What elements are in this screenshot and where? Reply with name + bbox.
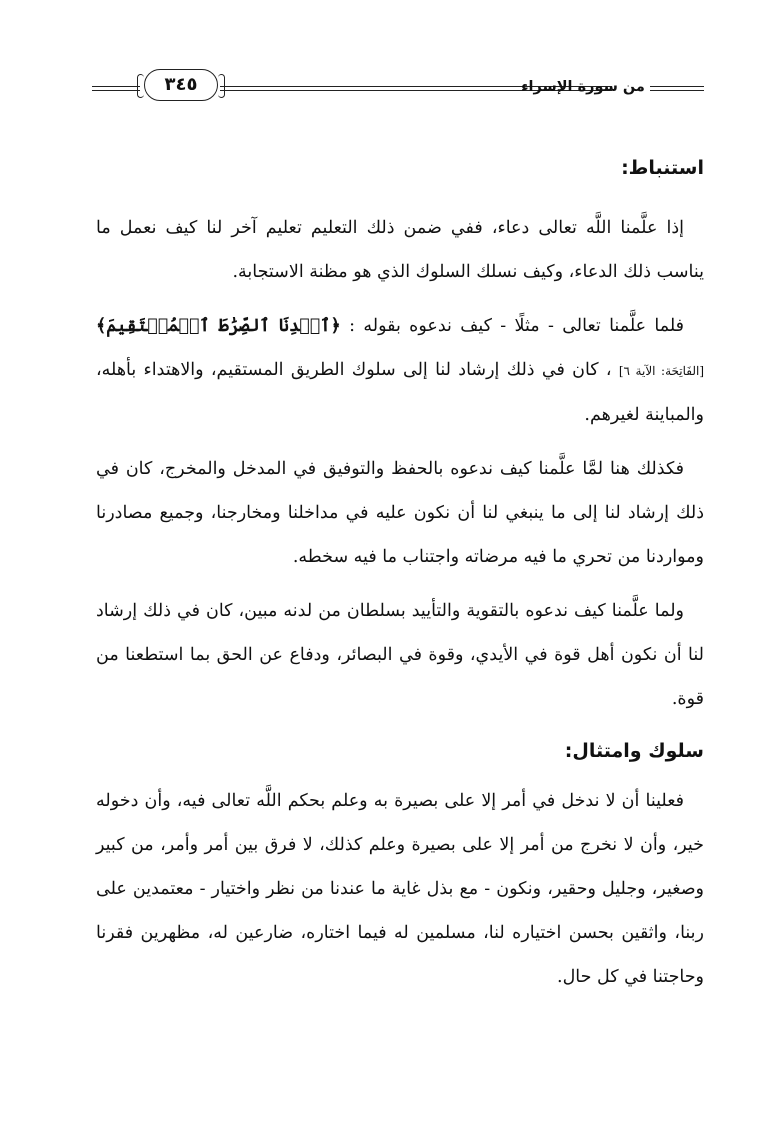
running-title: من سورة الإسراء xyxy=(521,79,645,95)
paragraph-5-text: فعلينا أن لا ندخل في أمر إلا على بصيرة به وعلم بحكم اللَّه تعالى فيه، وأن دخوله خير، وأن لا نخرج من أمر إلا على بصيرة وعلم كذلك، لا فرق بين أمر وأمر، من كبير وصغير، وجليل وحقير، ونكون - مع بذل غاية ما عندنا من نظر واختيار - معتمدين على ربنا، واثقين بحسن اختياره لنا، مسلمين له فيما اختاره، ضارعين له، مظهرين فقرنا وحاجتنا في كل حال. xyxy=(96,791,704,987)
paragraph-2-text-b: ، كان في ذلك إرشاد لنا إلى سلوك الطريق المستقيم، والاهتداء بأهله، والمباينة لغيرهم. xyxy=(96,360,704,425)
paragraph-4 xyxy=(96,589,704,721)
header-rule-right xyxy=(650,86,704,91)
section-heading-istinbat: استنباط: xyxy=(621,157,704,179)
paragraph-1 xyxy=(96,206,704,294)
paragraph-3 xyxy=(96,447,704,579)
paragraph-3-text: فكذلك هنا لمَّا علَّمنا كيف ندعوه بالحفظ والتوفيق في المدخل والمخرج، كان في ذلك إرشاد لنا إلى ما ينبغي لنا أن نكون عليه في مداخلنا ومخارجنا، وجميع مصادرنا ومواردنا من تحري ما فيه مرضاته واجتناب ما فيه سخطه. xyxy=(96,459,704,567)
paragraph-2-text-a: فلما علَّمنا تعالى - مثلًا - كيف ندعوه بقوله : xyxy=(349,316,684,336)
quran-verse: ﴿ٱهۡدِنَا ٱلصِّرَٰطَ ٱلۡمُسۡتَقِيمَ﴾ xyxy=(96,316,341,336)
page-body xyxy=(96,148,704,1009)
verse-citation: [الفَاتِحَة: الآية ٦] xyxy=(618,364,704,378)
paragraph-5 xyxy=(96,779,704,999)
header-rule-left xyxy=(92,86,140,91)
paragraph-2 xyxy=(96,304,704,437)
page-header xyxy=(92,66,704,106)
paragraph-1-text: إذا علَّمنا اللَّه تعالى دعاء، ففي ضمن ذلك التعليم تعليم آخر لنا كيف نعمل ما يناسب ذلك الدعاء، وكيف نسلك السلوك الذي هو مظنة الاستجابة. xyxy=(96,218,704,282)
page-number: ٣٤٥ xyxy=(144,69,218,101)
paragraph-4-text: ولما علَّمنا كيف ندعوه بالتقوية والتأييد بسلطان من لدنه مبين، كان في ذلك إرشاد لنا أن نكون أهل قوة في الأيدي، وقوة في البصائر، ودفاع عن الحق بما استطعنا من قوة. xyxy=(96,601,704,709)
section-heading-suluk: سلوك وامتثال: xyxy=(564,740,704,762)
